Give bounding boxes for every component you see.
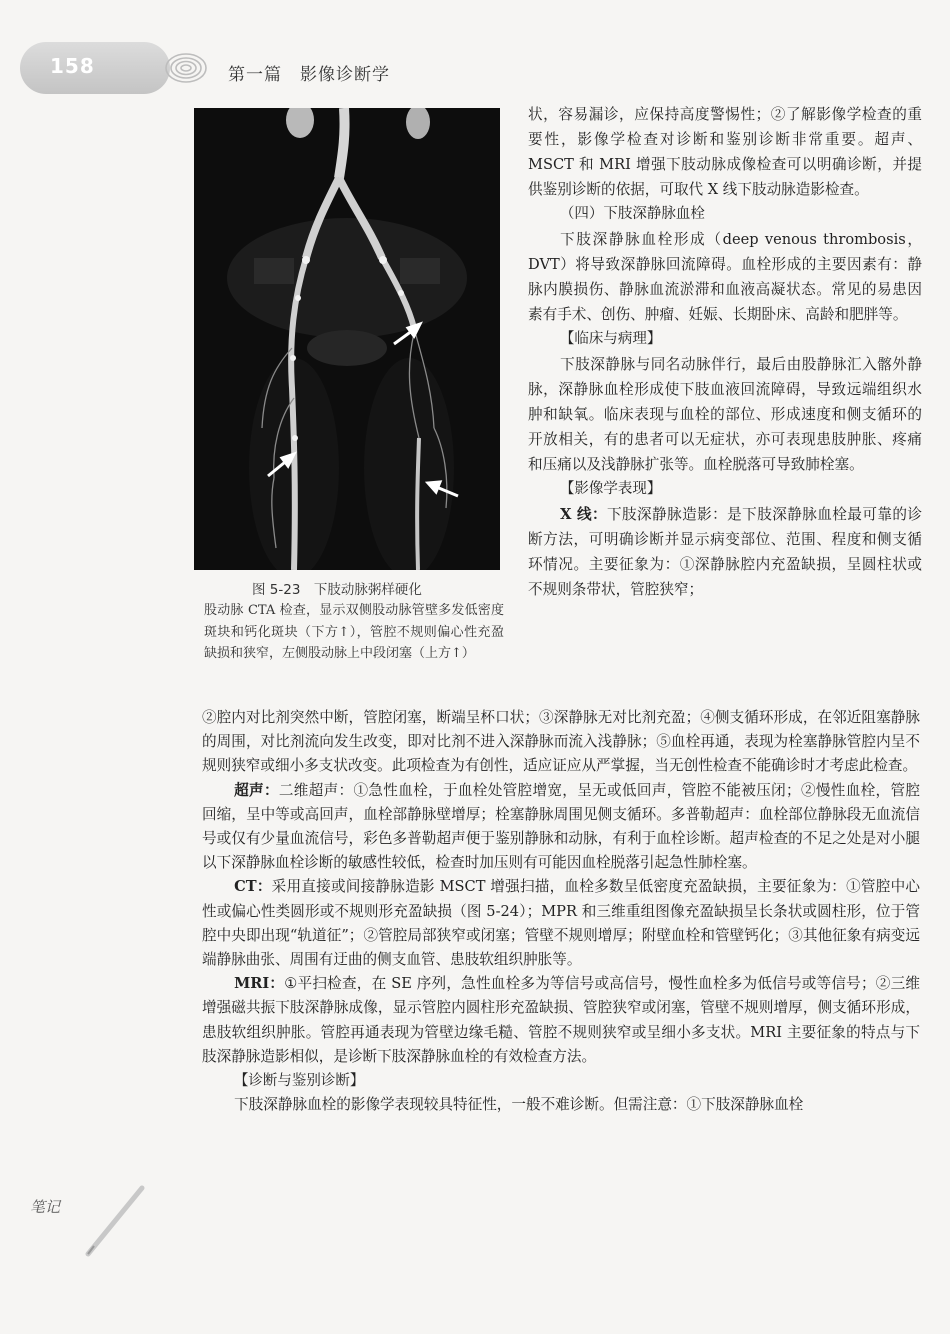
ct-text: 采用直接或间接静脉造影 MSCT 增强扫描，血栓多数呈低密度充盈缺损，主要征象为：①管腔中心性或偏心性类圆形或不规则形充盈缺损（图 5-24）；MPR 和三维重组图像充盈缺损呈长条状或圆柱形，位于管腔中央即出现“轨道征”；②管腔局部狭窄或闭塞；管壁不规则增厚；附壁血栓和管壁钙化；③其他征象有病变远端静脉曲张、周围有迂曲的侧支血管、患肢软组织肿胀等。: [202, 878, 920, 969]
xray-text: 下肢深静脉造影：是下肢深静脉血栓最可靠的诊断方法，可明确诊断并显示病变部位、范围、程度和侧支循环情况。主要征象为：①深静脉腔内充盈缺损，呈圆柱状或不规则条带状，管腔狭窄；: [528, 506, 922, 598]
xray-lead: X 线：: [560, 506, 607, 523]
paragraph-continuation: 状，容易漏诊，应保持高度警惕性；②了解影像学检查的重要性，影像学检查对诊断和鉴别诊断非常重要。超声、MSCT 和 MRI 增强下肢动脉成像检查可以明确诊断，并提供鉴别诊断的依据，可取代 X 线下肢动脉造影检查。: [528, 106, 922, 198]
heading-dvt: （四）下肢深静脉血栓: [559, 206, 705, 222]
paragraph-xray-continued: ②腔内对比剂突然中断，管腔闭塞，断端呈杯口状；③深静脉无对比剂充盈；④侧支循环形成，在邻近阻塞静脉的周围，对比剂流向发生改变，即对比剂不进入深静脉而流入浅静脉；⑤血栓再通，表现为栓塞静脉管腔内呈不规则狭窄或细小多支状改变。此项检查为有创性，适应证应从严掌握，当无创性检查不能确诊时才考虑此检查。: [202, 709, 920, 775]
ultrasound-text: 二维超声：①急性血栓，于血栓处管腔增宽，呈无或低回声，管腔不能被压闭；②慢性血栓，管腔回缩，呈中等或高回声，血栓部静脉壁增厚；栓塞静脉周围见侧支循环。多普勒超声：血栓部位静脉段无血流信号或仅有少量血流信号，彩色多普勒超声便于鉴别静脉和动脉，有利于血栓诊断。超声检查的不足之处是对小腿以下深静脉血栓诊断的敏感性较低，检查时加压则有可能因血栓脱落引起急性肺栓塞。: [202, 781, 920, 872]
heading-diagnosis: 【诊断与鉴别诊断】: [233, 1073, 365, 1090]
mri-lead: MRI：: [234, 975, 285, 993]
swirl-ornament-icon: [162, 44, 208, 88]
cta-angiogram-image: [194, 108, 500, 570]
paragraph-ct: [202, 875, 920, 972]
section-title: 第一篇 影像诊断学: [228, 65, 390, 85]
page-number: 158: [50, 54, 95, 78]
figure-title: 图 5-23 下肢动脉粥样硬化: [252, 582, 422, 598]
figure-caption: 股动脉 CTA 检查，显示双侧股动脉管壁多发低密度斑块和钙化斑块（下方↑），管腔不规则偏心性充盈缺损和狭窄，左侧股动脉上中段闭塞（上方↑）: [204, 603, 504, 661]
page-number-badge: [20, 42, 170, 94]
notes-label: 笔记: [30, 1198, 61, 1216]
right-column: [528, 102, 922, 602]
paragraph-ultrasound: [202, 779, 920, 876]
pen-icon: [80, 1180, 150, 1260]
paragraph-diagnosis: 下肢深静脉血栓的影像学表现较具特征性，一般不难诊断。但需注意：①下肢深静脉血栓: [234, 1096, 804, 1114]
paragraph-mri: [202, 972, 920, 1069]
ultrasound-lead: 超声：: [234, 781, 279, 799]
full-width-body: [202, 706, 920, 1117]
paragraph-xray: [528, 502, 922, 602]
paragraph-clinical: 下肢深静脉与同名动脉伴行，最后由股静脉汇入髂外静脉，深静脉血栓形成使下肢血液回流障碍，导致远端组织水肿和缺氧。临床表现与血栓的部位、形成速度和侧支循环的开放相关，有的患者可以无症状，亦可表现患肢肿胀、疼痛和压痛以及浅静脉扩张等。血栓脱落可导致肺栓塞。: [528, 356, 922, 473]
heading-imaging: 【影像学表现】: [559, 481, 662, 497]
ct-lead: CT：: [234, 878, 272, 896]
paragraph-dvt-intro: 下肢深静脉血栓形成（deep venous thrombosis，DVT）将导致深静脉回流障碍。血栓形成的主要因素有：静脉内膜损伤、静脉血流淤滞和血液高凝状态。常见的易患因素有手术、创伤、肿瘤、妊娠、长期卧床、高龄和肥胖等。: [528, 231, 922, 323]
mri-text: ①平扫检查，在 SE 序列，急性血栓多为等信号或高信号，慢性血栓多为低信号或等信号；②三维增强磁共振下肢深静脉成像，显示管腔内圆柱形充盈缺损、管腔狭窄或闭塞，管壁不规则增厚，侧支循环形成，患肢软组织肿胀。管腔再通表现为管壁边缘毛糙、管腔不规则狭窄或呈细小多支状。MRI 主要征象的特点与下肢深静脉造影相似，是诊断下肢深静脉血栓的有效检查方法。: [202, 975, 921, 1065]
heading-clinical-pathology: 【临床与病理】: [559, 331, 662, 347]
